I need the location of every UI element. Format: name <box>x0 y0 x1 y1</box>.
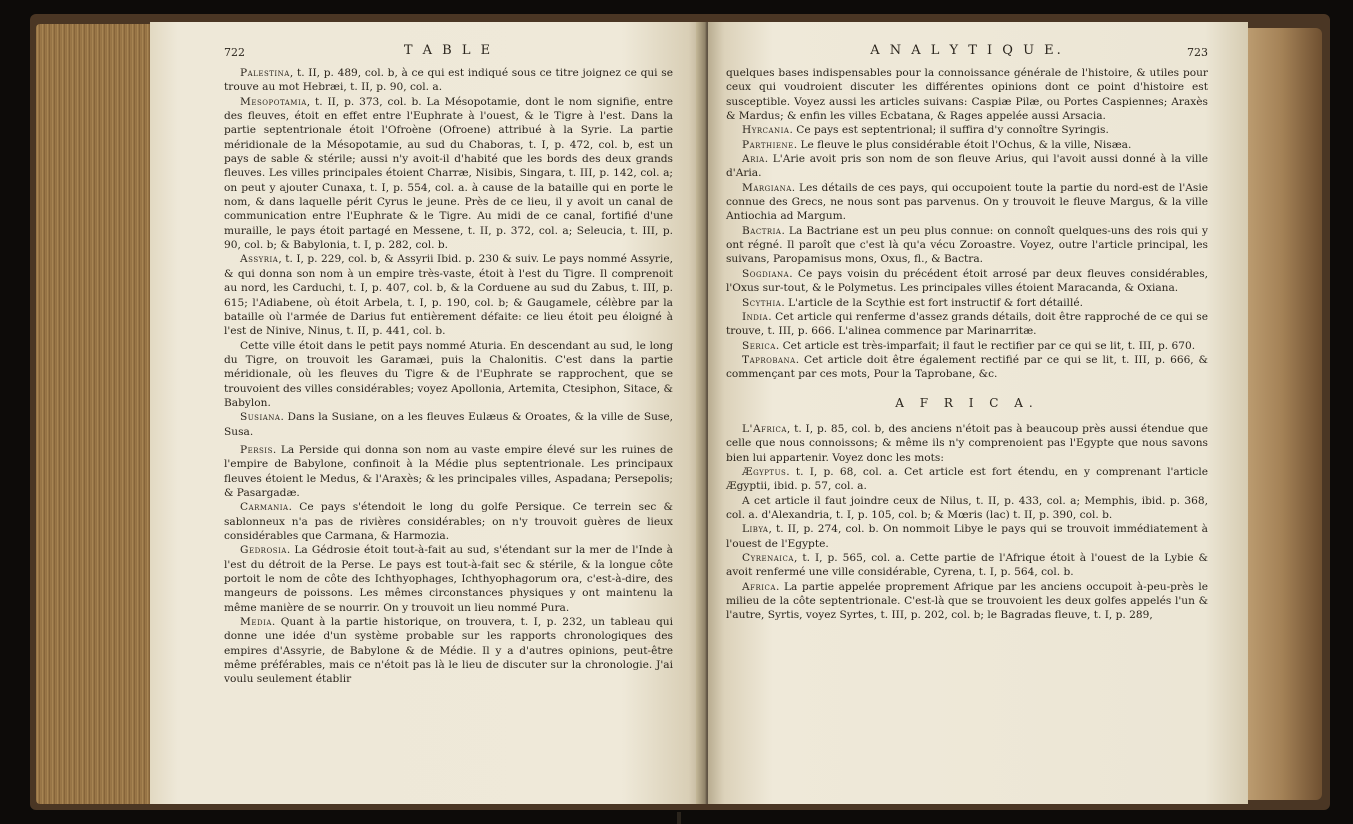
entry-lead: Scythia <box>742 296 782 309</box>
entry-lead: India <box>742 310 769 323</box>
entry-lead: Libya <box>742 523 769 536</box>
right-running-head: A N A L Y T I Q U E. <box>870 43 1064 58</box>
entry-assyria <box>224 252 673 338</box>
entry-lead: Gedrosia <box>240 544 287 557</box>
entry-text: . La partie appelée proprement Afrique par les anciens occupoit à-peu-près le milieu de la côte septentrionale. C'est-là que se trouvoient les deux golfes appelés l'un & l'autre, Syrtis, voyez Syrtes, t. III, p. 202, col. b; le Bagradas fleuve, t. I, p. 289, <box>726 580 1208 622</box>
entry-text: . Ce pays voisin du précédent étoit arrosé par deux fleuves considérables, l'Oxus sur-tout, & le Polymetus. Les principales villes étoient Maracanda, & Oxiana. <box>726 267 1208 295</box>
entry-text: , t. I, p. 85, col. b, des anciens n'étoit pas à beaucoup près aussi étendue que celle que nous connoissons; & même ils n'y comprenoient pas l'Egypte que nous savons bien lui appartenir. Voyez donc les mots: <box>726 422 1208 464</box>
entry-text: Cette ville étoit dans le petit pays nommé Aturia. En descendant au sud, le long du Tigre, on trouvoit les Garamæi, puis la Chalonitis. C'est dans la partie méridionale, où les fleuves du Tigre & de l'Euphrate se rapprochent, que se trouvoient des villes considérables; voyez Apollonia, Artemita, Ctesiphon, Sitace, & Babylon. <box>224 339 673 409</box>
entry-hyrcania <box>726 123 1208 137</box>
entry-text: . La Gédrosie étoit tout-à-fait au sud, s'étendant sur la mer de l'Inde à l'est du détroit de la Perse. Le pays est tout-à-fait sec & stérile, & la longue côte portoit le nom de côte des Ichthyophages, Ichthyophagorum ora, c'est-à-dire, des mangeurs de poissons. Les mêmes circonstances physiques y ont maintenu la même manière de se nourrir. On y trouvoit un lieu nommé Pura. <box>224 544 673 614</box>
left-text-body <box>224 66 673 687</box>
entry-continuation <box>726 66 1208 123</box>
left-running-head: T A B L E <box>403 43 494 58</box>
entry-lead: Carmania <box>240 501 289 514</box>
entry-mesopotamia <box>224 95 673 253</box>
section-title-africa: A F R I C A. <box>895 395 1039 410</box>
entry-text: . L'Arie avoit pris son nom de son fleuve Arius, qui l'avoit aussi donné à la ville d'Aria. <box>726 153 1208 180</box>
right-page-header <box>726 44 1208 62</box>
left-page-number: 722 <box>224 46 245 59</box>
entry-text: , t. II, p. 489, col. b, à ce qui est indiqué sous ce titre joignez ce qui se trouve au mot Hebræi, t. II, p. 90, col. a. <box>224 67 673 94</box>
entry-lead: Africa <box>742 580 776 593</box>
entry-lead: Parthiene <box>742 138 794 151</box>
entry-text: , t. II, p. 274, col. b. On nommoit Libye le pays qui se trouvoit immédiatement à l'ouest de l'Egypte. <box>726 523 1208 550</box>
entry-india <box>726 310 1208 339</box>
entry-text: . Cet article est très-imparfait; il faut le rectifier par ce qui se lit, t. III, p. 670. <box>775 339 1196 352</box>
entry-text: , t. I, p. 229, col. b, & Assyrii Ibid. p. 230 & suiv. Le pays nommé Assyrie, & qui donna son nom à un empire très-vaste, étoit à l'est du Tigre. Il comprenoit au nord, les Carduchi, t. I, p. 407, col. b, & la Corduene au sud du Zabus, t. III, p. 615; l'Adiabene, où étoit Arbela, t. I, p. 190, col. b; & Gaugamele, célèbre par la bataille où l'armée de Darius fut entièrement défaite: ce lieu étoit peu éloigné à l'est de Ninive, Ninus, t. II, p. 441, col. b. <box>224 253 673 338</box>
entry-sogdiana <box>726 267 1208 296</box>
entry-lead: Margiana <box>742 181 792 194</box>
entry-lead: Cyrenaica <box>742 552 794 564</box>
entry-text: . Ce pays s'étendoit le long du golfe Persique. Ce terrein sec & sablonneux n'a pas de rivières considérables; on n'y trouvoit guères de lieux considérables que Carmana, & Harmozia. <box>224 501 673 542</box>
entry-africa-intro <box>726 422 1208 465</box>
right-page <box>708 22 1248 804</box>
entry-aegyptus <box>726 465 1208 494</box>
entry-lead: Taprobana <box>742 353 796 366</box>
entry-text: . L'article de la Scythie est fort instructif & fort détaillé. <box>781 296 1083 309</box>
entry-persis <box>224 443 673 500</box>
entry-text: . Cet article qui renferme d'assez grands détails, doit être rapproché de ce qui se trouve, t. III, p. 666. L'alinea commence par Marinarritæ. <box>726 310 1208 338</box>
entry-text: . Ce pays est septentrional; il suffira d'y connoître Syringis. <box>789 124 1109 137</box>
entry-aria <box>726 152 1208 181</box>
entry-text: . La Perside qui donna son nom au vaste empire élevé sur les ruines de l'empire de Babylone, confinoit à la Médie plus septentrionale. Les principaux fleuves étoient le Medus, & l'Araxès; & les principales villes, Aspadana; Persepolis; & Pasargadæ. <box>224 443 673 499</box>
entry-palestina <box>224 66 673 95</box>
entry-lead: Serica <box>742 339 776 352</box>
entry-aturia <box>224 339 673 411</box>
entry-lead: Assyria <box>240 253 279 266</box>
entry-lead: Sogdiana <box>742 267 790 280</box>
entry-carmania <box>224 500 673 543</box>
entry-cyrenaica <box>726 551 1208 580</box>
right-page-number: 723 <box>1187 46 1208 59</box>
entry-taprobana <box>726 353 1208 382</box>
entry-text: A cet article il faut joindre ceux de Nilus, t. II, p. 433, col. a; Memphis, ibid. p. 368, col. a. d'Alexandria, t. I, p. 105, col. b; & Mœris (lac) t. II, p. 390, col. b. <box>726 494 1208 521</box>
left-page-header <box>224 44 673 62</box>
entry-susiana <box>224 410 673 439</box>
entry-scythia <box>726 296 1208 310</box>
left-page <box>150 22 705 804</box>
entry-libya <box>726 522 1208 551</box>
entry-lead: Palestina <box>240 67 290 79</box>
entry-lead: Persis <box>240 443 273 456</box>
entry-margiana <box>726 181 1208 224</box>
entry-serica <box>726 339 1208 353</box>
entry-parthiene <box>726 138 1208 152</box>
entry-lead: Bactria <box>742 224 782 237</box>
entry-lead: Susiana <box>240 411 281 424</box>
entry-nilus <box>726 494 1208 523</box>
entry-lead: Mesopotamia <box>240 95 307 108</box>
page-edges-left <box>36 24 156 804</box>
entry-lead: Media <box>240 616 272 629</box>
entry-text: . t. I, p. 68, col. a. Cet article est fort étendu, en y comprenant l'article Ægyptii, ibid. p. 57, col. a. <box>726 465 1208 493</box>
entry-text: . Dans la Susiane, on a les fleuves Eulæus & Oroates, & la ville de Suse, Susa. <box>224 411 673 438</box>
entry-text: . Quant à la partie historique, on trouvera, t. I, p. 232, un tableau qui donne une idée d'un système probable sur les rapports chronologiques des empires d'Assyrie, de Babylone & de Médie. Il y a d'autres opinions, peut-être même préférables, mais ce n'étoit pas là le lieu de discuter sur la chronologie. J'ai voulu seulement établir <box>224 616 673 686</box>
entry-text: . Le fleuve le plus considérable étoit l'Ochus, & la ville, Nisæa. <box>793 138 1132 151</box>
entry-bactria <box>726 224 1208 267</box>
entry-lead: L'Africa <box>742 422 787 435</box>
entry-media <box>224 615 673 687</box>
entry-lead: Hyrcania <box>742 124 790 137</box>
entry-lead: Aria <box>742 153 765 166</box>
entry-lead: Ægyptus <box>742 465 787 478</box>
right-text-body <box>726 66 1208 623</box>
entry-text: . La Bactriane est un peu plus connue: on connoît quelques-uns des rois qui y ont régné. Il paroît que c'est là qu'a vécu Zoroastre. Voyez, outre l'article principal, les suivans, Paropamisus mons, Oxus, fl., & Bactra. <box>726 224 1208 266</box>
entry-text: quelques bases indispensables pour la connoissance générale de l'histoire, & utiles pour ceux qui voudroient discuter les différentes opinions dont ce point d'histoire est susceptible. Voyez aussi les articles suivans: Caspiæ Pilæ, ou Portes Caspiennes; Araxès & Mardus; & enfin les villes Ecbatana, & Rages appelée aussi Arsacia. <box>726 67 1208 123</box>
entry-text: , t. II, p. 373, col. b. La Mésopotamie, dont le nom signifie, entre des fleuves, étoit en effet entre l'Euphrate à l'ouest, & le Tigre à l'est. Dans la partie septentrionale étoit l'Ofroène (Ofroene) attribué à la Syrie. La partie méridionale de la Mésopotamie, au sud du Chaboras, t. I, p. 472, col. b, est un pays de sable & stérile; aussi n'y avoit-il d'habité que les bords des deux grands fleuves. Les villes principales étoient Charræ, Nisibis, Singara, t. III, p. 142, col. a; on peut y ajouter Cunaxa, t. I, p. 554, col. a. à cause de la bataille qui en porte le nom, & dans laquelle périt Cyrus le jeune. Près de ce lieu, il y avoit un canal de communication entre l'Euphrate & le Tigre. Au midi de ce canal, fortifié d'une muraille, le pays étoit partagé en Messene, t. II, p. 372, col. a; Seleucia, t. III, p. 90, col. b; & Babylonia, t. I, p. 282, col. b. <box>224 95 673 252</box>
entry-gedrosia <box>224 543 673 615</box>
bottom-mark <box>677 812 681 824</box>
entry-text: , t. I, p. 565, col. a. Cette partie de l'Afrique étoit à l'ouest de la Lybie & avoit renfermé une ville considérable, Cyrena, t. I, p. 564, col. b. <box>726 552 1208 579</box>
entry-text: . Cet article doit être également rectifié par ce qui se lit, t. III, p. 666, & commençant par ces mots, Pour la Taprobane, &c. <box>726 353 1208 381</box>
entry-text: . Les détails de ces pays, qui occupoient toute la partie du nord-est de l'Asie connue des Grecs, ne nous sont pas parvenus. On y trouvoit le fleuve Margus, & la ville Antiochia ad Margum. <box>726 181 1208 223</box>
entry-africa <box>726 580 1208 623</box>
